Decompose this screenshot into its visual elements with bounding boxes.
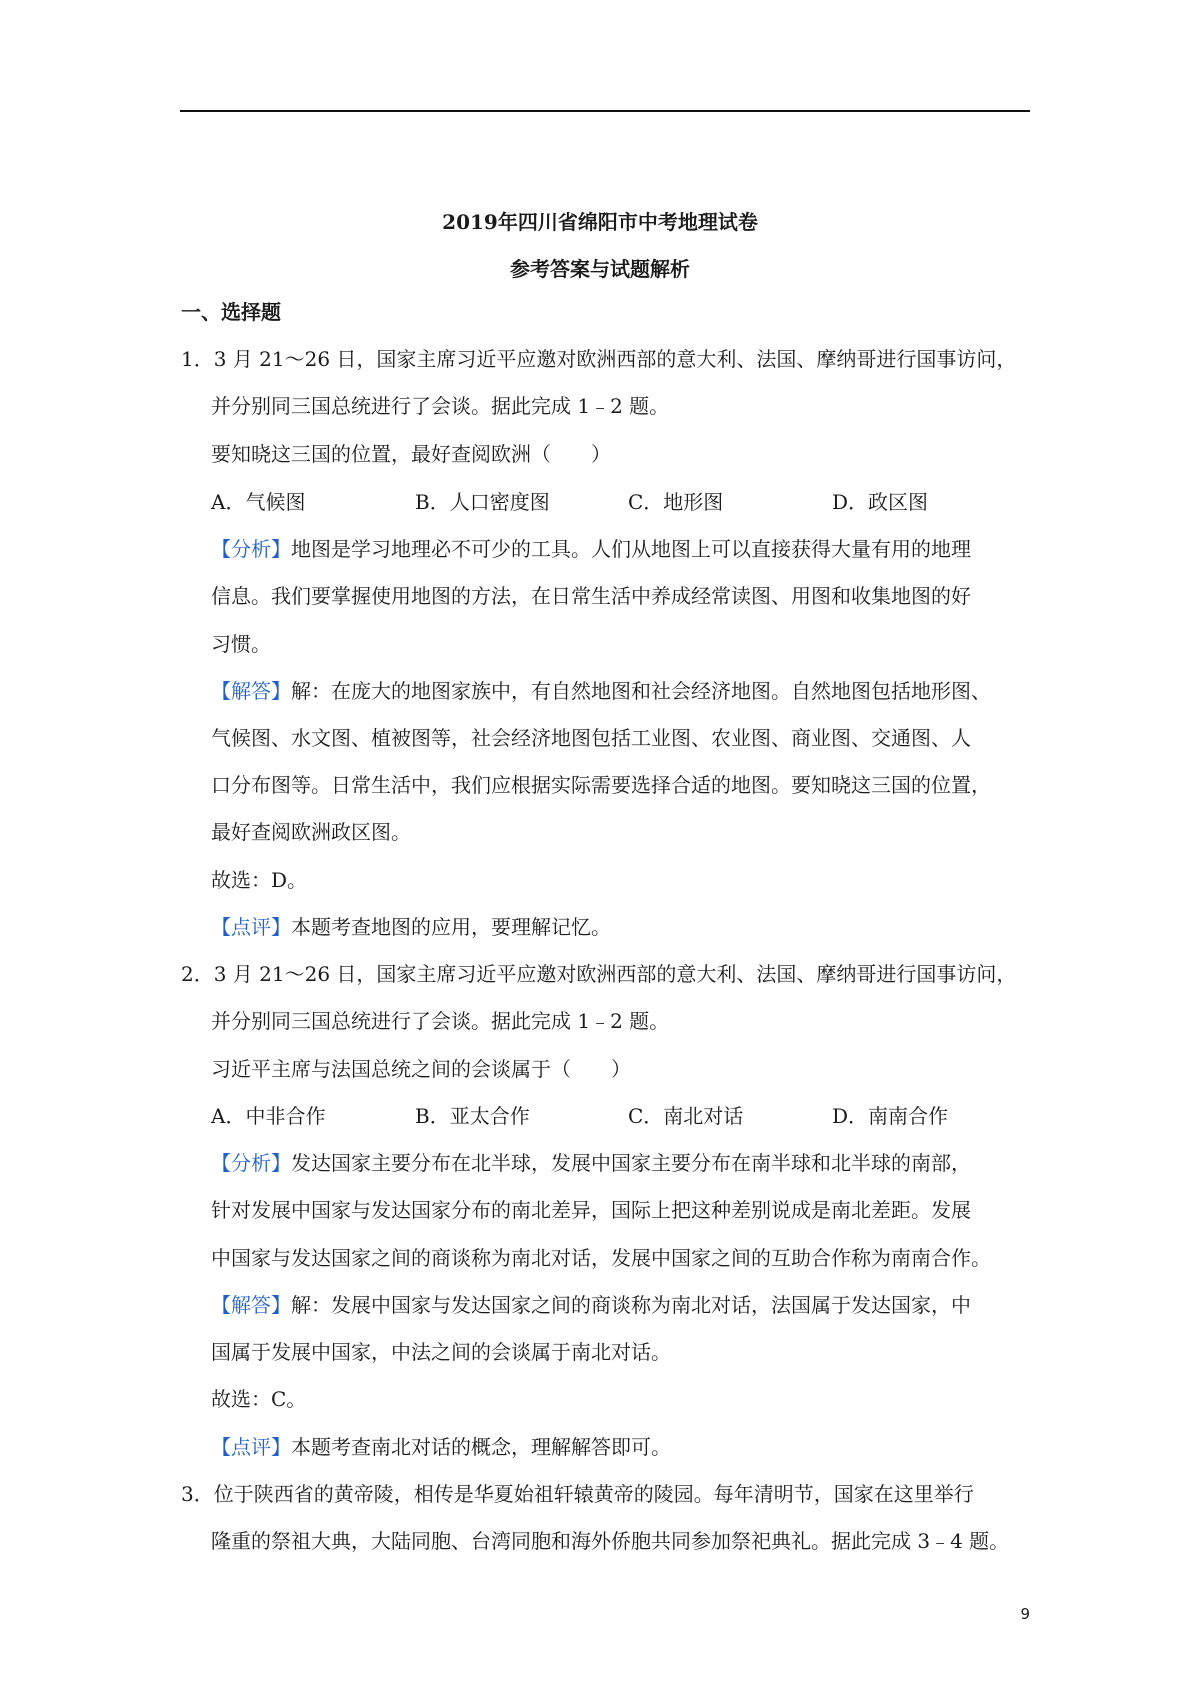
- q2-line2: 并分别同三国总统进行了会谈。据此完成 1﹣2 题。: [211, 1009, 670, 1033]
- comment-tag: 【点评】: [211, 915, 291, 939]
- q1-option-d: D．政区图: [832, 490, 929, 514]
- q2-choice: 故选：C。: [211, 1387, 307, 1411]
- q1-option-a: A．气候图: [211, 490, 306, 514]
- q2-analysis-line2: 针对发展中国家与发达国家分布的南北差异，国际上把这种差别说成是南北差距。发展: [211, 1198, 971, 1222]
- q1-answer-line1: 【解答】解：在庞大的地图家族中，有自然地图和社会经济地图。自然地图包括地形图、: [211, 679, 991, 703]
- section-title: 一、选择题: [181, 300, 281, 324]
- q2-comment: 【点评】本题考查南北对话的概念，理解解答即可。: [211, 1435, 671, 1459]
- document-title: 2019年四川省绵阳市中考地理试卷: [442, 210, 758, 234]
- q2-option-b: B．亚太合作: [415, 1104, 530, 1128]
- q2-option-c: C．南北对话: [628, 1104, 744, 1128]
- q3-line1: 3．位于陕西省的黄帝陵，相传是华夏始祖轩辕黄帝的陵园。每年清明节，国家在这里举行: [181, 1482, 974, 1506]
- q2-analysis-line1: 【分析】发达国家主要分布在北半球，发展中国家主要分布在南半球和北半球的南部，: [211, 1151, 971, 1175]
- q2-stem: 习近平主席与法国总统之间的会谈属于（ ）: [211, 1057, 631, 1081]
- q1-answer-line4: 最好查阅欧洲政区图。: [211, 820, 411, 844]
- analysis-tag: 【分析】: [211, 537, 291, 561]
- q2-line1: 2．3 月 21～26 日，国家主席习近平应邀对欧洲西部的意大利、法国、摩纳哥进行国事访问，: [181, 962, 1017, 986]
- q1-analysis-line1: 【分析】地图是学习地理必不可少的工具。人们从地图上可以直接获得大量有用的地理: [211, 537, 971, 561]
- analysis-tag: 【分析】: [211, 1151, 291, 1175]
- q1-analysis-line3: 习惯。: [211, 632, 271, 656]
- q2-analysis-line3: 中国家与发达国家之间的商谈称为南北对话，发展中国家之间的互助合作称为南南合作。: [211, 1246, 991, 1270]
- q2-option-d: D．南南合作: [832, 1104, 949, 1128]
- document-subtitle: 参考答案与试题解析: [510, 257, 690, 281]
- q1-analysis-line2: 信息。我们要掌握使用地图的方法，在日常生活中养成经常读图、用图和收集地图的好: [211, 584, 971, 608]
- q1-option-b: B．人口密度图: [415, 490, 550, 514]
- comment-tag: 【点评】: [211, 1435, 291, 1459]
- q1-line2: 并分别同三国总统进行了会谈。据此完成 1﹣2 题。: [211, 394, 670, 418]
- q1-comment: 【点评】本题考查地图的应用，要理解记忆。: [211, 915, 611, 939]
- q1-answer-line2: 气候图、水文图、植被图等，社会经济地图包括工业图、农业图、商业图、交通图、人: [211, 726, 971, 750]
- q2-option-a: A．中非合作: [211, 1104, 326, 1128]
- q2-answer-line1: 【解答】解：发展中国家与发达国家之间的商谈称为南北对话，法国属于发达国家，中: [211, 1293, 971, 1317]
- q3-line2: 隆重的祭祖大典，大陆同胞、台湾同胞和海外侨胞共同参加祭祀典礼。据此完成 3﹣4 题。: [211, 1529, 1010, 1553]
- q1-answer-line3: 口分布图等。日常生活中，我们应根据实际需要选择合适的地图。要知晓这三国的位置，: [211, 773, 991, 797]
- q1-choice: 故选：D。: [211, 868, 308, 892]
- answer-tag: 【解答】: [211, 679, 291, 703]
- q1-option-c: C．地形图: [628, 490, 724, 514]
- q2-answer-line2: 国属于发展中国家，中法之间的会谈属于南北对话。: [211, 1340, 671, 1364]
- q1-line1: 1．3 月 21～26 日，国家主席习近平应邀对欧洲西部的意大利、法国、摩纳哥进行国事访问，: [181, 347, 1017, 371]
- answer-tag: 【解答】: [211, 1293, 291, 1317]
- header-rule: [180, 110, 1030, 112]
- page-number: 9: [1020, 1605, 1030, 1623]
- q1-stem: 要知晓这三国的位置，最好查阅欧洲（ ）: [211, 442, 611, 466]
